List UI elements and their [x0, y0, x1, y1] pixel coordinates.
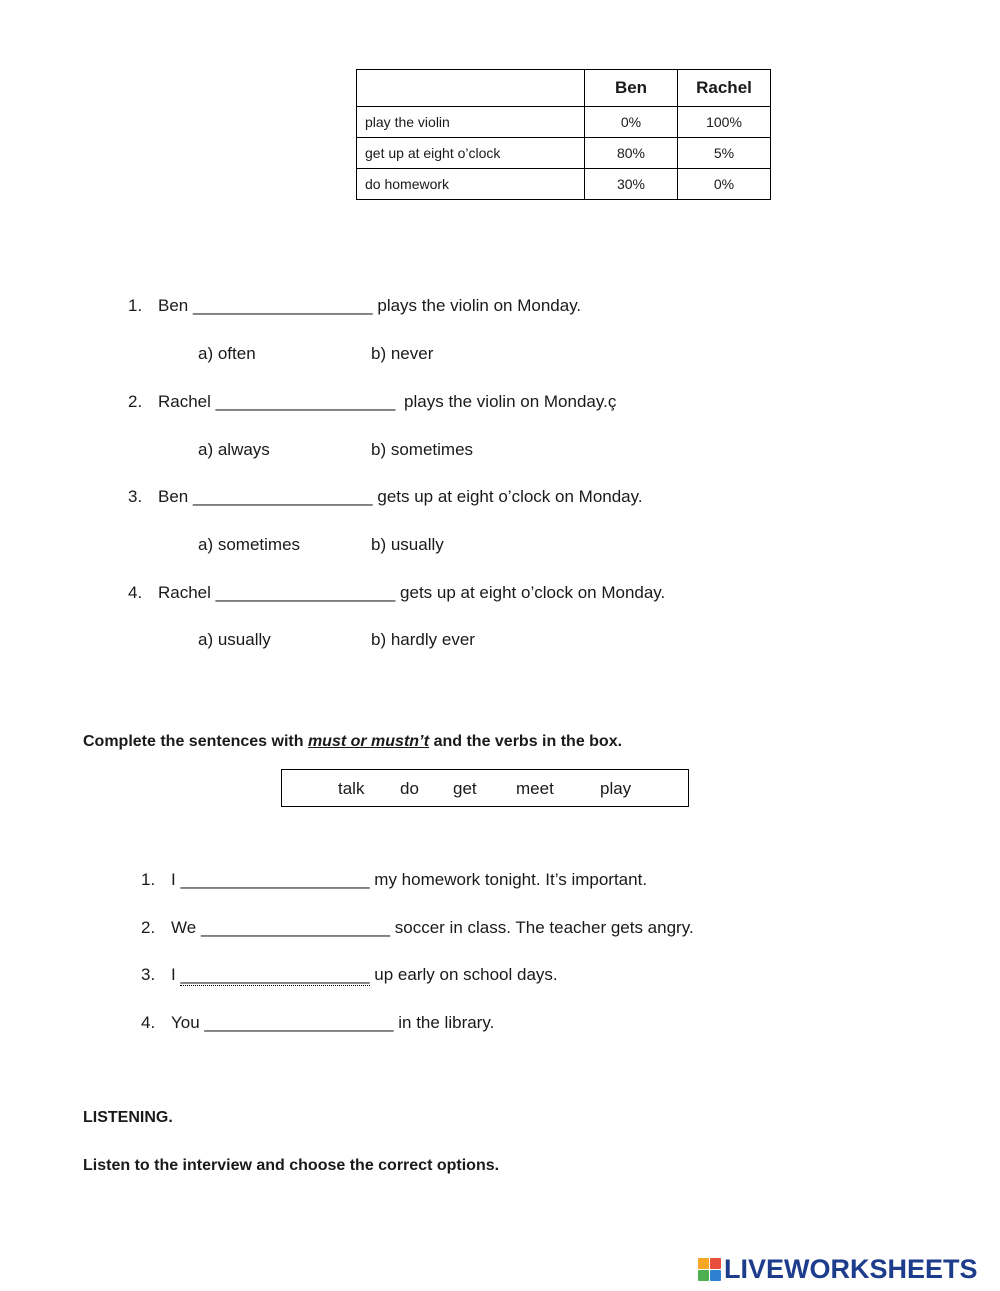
question-2	[128, 392, 616, 412]
option-a[interactable]: a) always	[198, 440, 270, 459]
answer-blank[interactable]: ___________________	[192, 487, 373, 506]
table-cell-activity: get up at eight o’clock	[357, 138, 585, 169]
question-rest: gets up at eight o’clock on Monday.	[400, 583, 666, 602]
table-cell-rachel: 5%	[678, 138, 771, 169]
verb-item: play	[600, 779, 632, 798]
option-b[interactable]: b) sometimes	[371, 440, 474, 459]
table-row	[357, 138, 771, 169]
table-cell-rachel: 100%	[678, 107, 771, 138]
table-cell-ben: 30%	[585, 169, 678, 200]
table-header-rachel: Rachel	[678, 70, 771, 107]
verb-item: talk	[338, 779, 365, 798]
listening-instruction: Listen to the interview and choose the correct options.	[83, 1157, 500, 1174]
question-subject: Ben	[158, 487, 189, 506]
sentence-1	[141, 870, 647, 890]
option-b[interactable]: b) usually	[371, 535, 444, 554]
listening-heading: LISTENING.	[83, 1109, 173, 1126]
verb-box	[281, 769, 689, 807]
sentence-number: 3.	[141, 965, 156, 984]
table-row	[357, 169, 771, 200]
question-subject: Rachel	[158, 392, 211, 411]
sentence-3	[141, 965, 558, 986]
option-a[interactable]: a) usually	[198, 630, 271, 649]
verb-item: get	[453, 779, 477, 798]
table-cell-ben: 80%	[585, 138, 678, 169]
sentence-rest: in the library.	[398, 1013, 495, 1032]
question-3	[128, 487, 643, 507]
table-cell-rachel: 0%	[678, 169, 771, 200]
question-rest: plays the violin on Monday.	[377, 296, 582, 315]
table-cell-activity: do homework	[357, 169, 585, 200]
sentence-number: 4.	[141, 1013, 156, 1032]
answer-blank[interactable]: ____________________	[204, 1013, 394, 1032]
sentence-subject: You	[171, 1013, 200, 1032]
verb-item: meet	[516, 779, 554, 798]
instruction-post: and the verbs in the box.	[429, 733, 623, 750]
sentence-subject: We	[171, 918, 197, 937]
verb-item: do	[400, 779, 419, 798]
sentence-number: 2.	[141, 918, 156, 937]
question-rest: plays the violin on Monday.ç	[404, 392, 617, 411]
table-header-row	[357, 70, 771, 107]
sentence-rest: soccer in class. The teacher gets angry.	[394, 918, 694, 937]
table-cell-ben: 0%	[585, 107, 678, 138]
instruction-emphasis: must or mustn’t	[307, 733, 430, 750]
sentence-number: 1.	[141, 870, 156, 889]
question-number: 3.	[128, 487, 143, 506]
option-b[interactable]: b) hardly ever	[371, 630, 475, 649]
question-subject: Ben	[158, 296, 189, 315]
section2-instruction	[83, 733, 622, 751]
sentence-subject: I	[171, 965, 176, 984]
option-b[interactable]: b) never	[371, 344, 434, 363]
table-row	[357, 107, 771, 138]
question-number: 1.	[128, 296, 143, 315]
table-header-blank	[357, 70, 585, 107]
answer-blank[interactable]: ___________________	[215, 392, 396, 411]
option-a[interactable]: a) sometimes	[198, 535, 301, 554]
answer-blank[interactable]: ____________________	[180, 870, 370, 889]
sentence-rest: my homework tonight. It’s important.	[374, 870, 648, 889]
question-rest: gets up at eight o’clock on Monday.	[377, 487, 643, 506]
question-number: 4.	[128, 583, 143, 602]
answer-blank[interactable]: ____________________	[200, 918, 391, 937]
question-subject: Rachel	[158, 583, 211, 602]
frequency-table	[356, 69, 771, 200]
option-a[interactable]: a) often	[198, 344, 256, 363]
table-header-ben: Ben	[585, 70, 678, 107]
logo-blocks-icon	[698, 1258, 722, 1282]
sentence-subject: I	[171, 870, 176, 889]
answer-blank[interactable]: ___________________	[192, 296, 373, 315]
answer-blank[interactable]: ____________________	[180, 965, 370, 984]
question-number: 2.	[128, 392, 143, 411]
question-1	[128, 296, 581, 316]
sentence-4	[141, 1013, 494, 1033]
sentence-2	[141, 918, 694, 938]
answer-blank[interactable]: ___________________	[215, 583, 396, 602]
question-4	[128, 583, 665, 603]
logo-text: LIVEWORKSHEETS	[724, 1254, 978, 1284]
table-cell-activity: play the violin	[357, 107, 585, 138]
instruction-pre: Complete the sentences with	[83, 733, 308, 750]
sentence-rest: up early on school days.	[374, 965, 558, 984]
